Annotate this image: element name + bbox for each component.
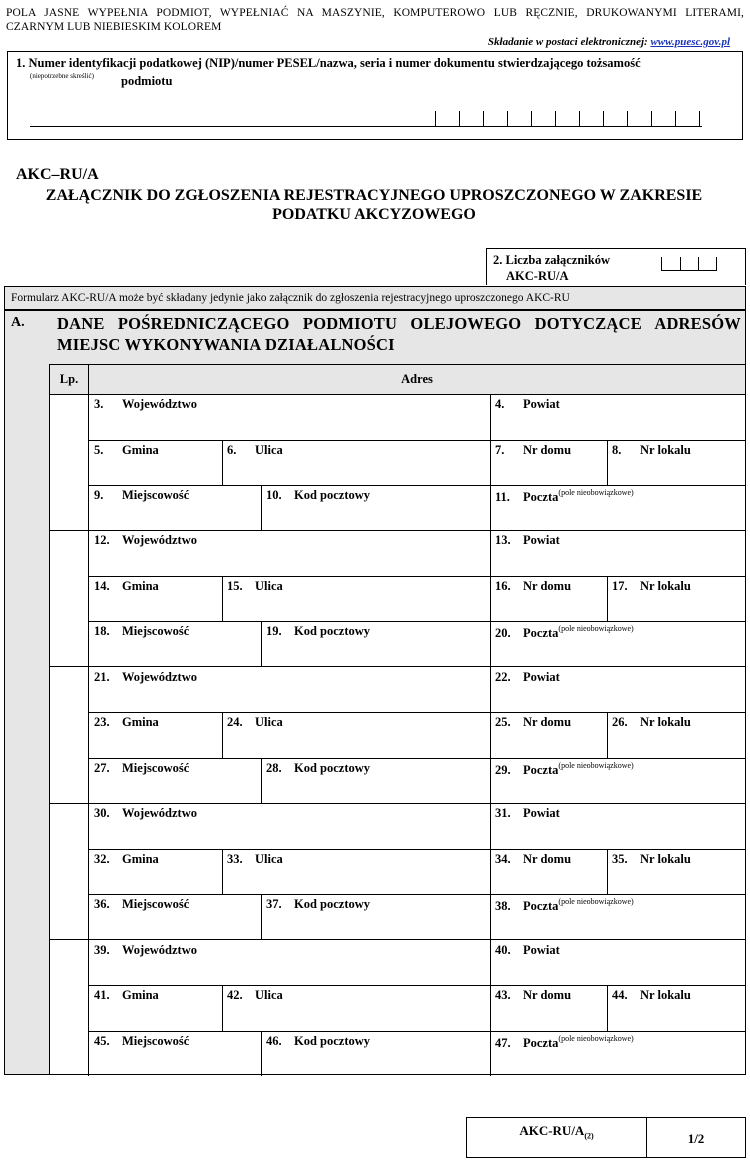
lp-cell[interactable]: [50, 667, 89, 803]
county-field[interactable]: [490, 394, 745, 440]
commune-field[interactable]: [89, 849, 222, 895]
field-number: 35.: [612, 851, 628, 866]
form-title: ZAŁĄCZNIK DO ZGŁOSZENIA REJESTRACYJNEGO UPROSZCZONEGO W ZAKRESIE PODATKU AKCYZOWEGO: [45, 187, 703, 223]
digit-tick: [627, 111, 628, 126]
field-number: 25.: [495, 715, 511, 730]
footer-form-name: AKC-RU/A: [519, 1123, 585, 1138]
address-table-header: [50, 365, 745, 395]
house-number-field[interactable]: [490, 985, 607, 1031]
county-field[interactable]: [490, 940, 745, 986]
address-block: [50, 667, 745, 804]
footer-page-number: 1/2: [687, 1131, 705, 1146]
city-field[interactable]: [89, 1031, 261, 1077]
field-label: Nr lokalu: [640, 851, 691, 866]
field-number: 32.: [94, 851, 110, 866]
field-2-label-line2: AKC-RU/A: [506, 269, 569, 283]
optional-field-note: (pole nieobowiązkowe): [558, 760, 634, 770]
post-office-field[interactable]: [490, 621, 745, 667]
optional-field-note: (pole nieobowiązkowe): [558, 624, 634, 634]
field-number: 3.: [94, 397, 104, 411]
section-a-letter: A.: [11, 315, 25, 330]
field-label: Poczta: [523, 899, 559, 914]
optional-field-note: (pole nieobowiązkowe): [558, 897, 634, 907]
field-label: Nr domu: [523, 715, 572, 730]
field-label: Ulica: [255, 578, 283, 593]
field-1-taxpayer-id[interactable]: [7, 51, 743, 140]
form-code: AKC–RU/A: [16, 166, 99, 183]
field-number: 20.: [495, 626, 511, 641]
lp-cell[interactable]: [50, 803, 89, 939]
county-field[interactable]: [490, 530, 745, 576]
field-1-input-line[interactable]: [30, 126, 702, 127]
fill-instructions: POLA JASNE WYPEŁNIA PODMIOT, WYPEŁNIAĆ NA MASZYNIE, KOMPUTEROWO LUB RĘCZNIE, DRUKOWANYMI LITERAMI, CZARNYM LUB NIEBIESKIM KOLOREM: [6, 7, 744, 33]
field-label: Powiat: [523, 942, 560, 957]
field-label: Nr lokalu: [640, 988, 691, 1003]
field-label: Kod pocztowy: [294, 624, 371, 639]
field-label: Nr domu: [523, 988, 572, 1003]
field-number: 36.: [94, 897, 110, 912]
field-number: 10.: [266, 488, 282, 502]
field-label: Nr domu: [523, 578, 572, 593]
commune-field[interactable]: [89, 712, 222, 758]
footer-form-code: [467, 1118, 647, 1157]
field-number: 13.: [495, 533, 511, 548]
postal-code-field[interactable]: [261, 1031, 490, 1077]
digit-tick: [531, 111, 532, 126]
voivodeship-field[interactable]: [89, 394, 490, 440]
field-number: 29.: [495, 762, 511, 777]
field-label: Gmina: [122, 715, 159, 730]
field-label: Gmina: [122, 851, 159, 866]
address-table: [49, 364, 746, 1075]
house-number-field[interactable]: [490, 712, 607, 758]
field-label: Powiat: [523, 397, 560, 411]
field-label: Ulica: [255, 442, 283, 457]
apartment-number-field[interactable]: [607, 576, 745, 622]
digit-tick: [459, 111, 460, 126]
col-lp-header: Lp.: [50, 365, 89, 394]
address-block: [50, 803, 745, 940]
field-number: 5.: [94, 442, 104, 457]
field-label: Poczta: [523, 762, 559, 777]
field-number: 38.: [495, 899, 511, 914]
field-number: 44.: [612, 988, 628, 1003]
field-2-attachments-count[interactable]: [486, 248, 746, 285]
field-label: Kod pocztowy: [294, 760, 371, 775]
digit-tick: [603, 111, 604, 126]
lp-cell[interactable]: [50, 940, 89, 1076]
address-block: [50, 940, 745, 1076]
field-number: 24.: [227, 715, 243, 730]
commune-field[interactable]: [89, 440, 222, 486]
field-number: 15.: [227, 578, 243, 593]
address-block: [50, 530, 745, 667]
postal-code-field[interactable]: [261, 758, 490, 804]
field-number: 6.: [227, 442, 237, 457]
field-label: Powiat: [523, 806, 560, 821]
puesc-link[interactable]: www.puesc.gov.pl: [650, 36, 730, 48]
address-block: [50, 394, 745, 531]
street-field[interactable]: [222, 849, 490, 895]
street-field[interactable]: [222, 576, 490, 622]
field-number: 4.: [495, 397, 505, 411]
field-label: Powiat: [523, 533, 560, 548]
postal-code-field[interactable]: [261, 485, 490, 531]
street-field[interactable]: [222, 985, 490, 1031]
optional-field-note: (pole nieobowiązkowe): [558, 1033, 634, 1043]
field-number: 40.: [495, 942, 511, 957]
field-number: 41.: [94, 988, 110, 1003]
field-2-digit-cells[interactable]: [661, 257, 717, 271]
field-label: Miejscowość: [122, 1033, 190, 1048]
field-number: 18.: [94, 624, 110, 639]
street-field[interactable]: [222, 712, 490, 758]
page-footer: [466, 1117, 746, 1158]
city-field[interactable]: [89, 758, 261, 804]
voivodeship-field[interactable]: [89, 803, 490, 849]
post-office-field[interactable]: [490, 1031, 745, 1077]
post-office-field[interactable]: [490, 758, 745, 804]
field-label: Poczta: [523, 1035, 559, 1050]
post-office-field[interactable]: [490, 894, 745, 940]
commune-field[interactable]: [89, 985, 222, 1031]
field-label: Gmina: [122, 442, 159, 457]
field-label: Ulica: [255, 715, 283, 730]
county-field[interactable]: [490, 803, 745, 849]
apartment-number-field[interactable]: [607, 712, 745, 758]
field-1-note: (niepotrzebne skreślić): [30, 72, 94, 80]
field-label: Gmina: [122, 988, 159, 1003]
field-label: Nr lokalu: [640, 442, 691, 457]
field-number: 14.: [94, 578, 110, 593]
field-label: Nr domu: [523, 851, 572, 866]
field-label: Poczta: [523, 490, 559, 504]
field-number: 23.: [94, 715, 110, 730]
field-number: 8.: [612, 442, 622, 457]
form-usage-note: Formularz AKC-RU/A może być składany jedynie jako załącznik do zgłoszenia rejestracyjnego uproszczonego AKC-RU: [4, 286, 746, 310]
field-label: Miejscowość: [122, 488, 190, 502]
city-field[interactable]: [89, 485, 261, 531]
city-field[interactable]: [89, 894, 261, 940]
field-number: 43.: [495, 988, 511, 1003]
voivodeship-field[interactable]: [89, 667, 490, 713]
field-label: Ulica: [255, 851, 283, 866]
field-number: 16.: [495, 578, 511, 593]
field-number: 47.: [495, 1035, 511, 1050]
house-number-field[interactable]: [490, 576, 607, 622]
field-label: Miejscowość: [122, 897, 190, 912]
apartment-number-field[interactable]: [607, 440, 745, 486]
field-label: Województwo: [122, 533, 197, 548]
field-label: Poczta: [523, 626, 559, 641]
digit-tick: [555, 111, 556, 126]
field-label: Kod pocztowy: [294, 488, 371, 502]
post-office-field[interactable]: [490, 485, 745, 531]
field-number: 19.: [266, 624, 282, 639]
field-number: 21.: [94, 669, 110, 684]
field-number: 30.: [94, 806, 110, 821]
apartment-number-field[interactable]: [607, 849, 745, 895]
electronic-submission-label: Składanie w postaci elektronicznej:: [487, 36, 648, 48]
field-label: Województwo: [122, 806, 197, 821]
field-number: 11.: [495, 490, 510, 504]
field-number: 7.: [495, 442, 505, 457]
city-field[interactable]: [89, 621, 261, 667]
field-number: 33.: [227, 851, 243, 866]
field-label: Nr lokalu: [640, 715, 691, 730]
field-label: Miejscowość: [122, 624, 190, 639]
field-number: 12.: [94, 533, 110, 548]
postal-code-field[interactable]: [261, 621, 490, 667]
voivodeship-field[interactable]: [89, 940, 490, 986]
field-2-label-line1: 2. Liczba załączników: [493, 253, 611, 267]
field-label: Nr domu: [523, 442, 572, 457]
field-number: 42.: [227, 988, 243, 1003]
field-number: 37.: [266, 897, 282, 912]
digit-tick: [435, 111, 436, 126]
digit-tick: [651, 111, 652, 126]
field-label: Województwo: [122, 397, 197, 411]
field-number: 31.: [495, 806, 511, 821]
house-number-field[interactable]: [490, 849, 607, 895]
section-a-title: DANE POŚREDNICZĄCEGO PODMIOTU OLEJOWEGO DOTYCZĄCE ADRESÓW MIEJSC WYKONYWANIA DZIAŁALNOŚCI: [57, 314, 741, 354]
field-label: Kod pocztowy: [294, 1033, 371, 1048]
house-number-field[interactable]: [490, 440, 607, 486]
lp-cell[interactable]: [50, 530, 89, 666]
field-number: 28.: [266, 760, 282, 775]
field-number: 26.: [612, 715, 628, 730]
county-field[interactable]: [490, 667, 745, 713]
field-label: Gmina: [122, 578, 159, 593]
field-number: 39.: [94, 942, 110, 957]
street-field[interactable]: [222, 440, 490, 486]
field-label: Powiat: [523, 669, 560, 684]
field-label: Nr lokalu: [640, 578, 691, 593]
field-number: 22.: [495, 669, 511, 684]
field-label: Miejscowość: [122, 760, 190, 775]
field-2-label: [493, 252, 610, 284]
field-label: Województwo: [122, 942, 197, 957]
digit-tick: [699, 111, 700, 126]
digit-tick: [483, 111, 484, 126]
optional-field-note: (pole nieobowiązkowe): [558, 488, 634, 497]
col-address-header: Adres: [401, 372, 433, 386]
digit-tick: [675, 111, 676, 126]
digit-tick: [579, 111, 580, 126]
field-number: 45.: [94, 1033, 110, 1048]
field-label: Województwo: [122, 669, 197, 684]
digit-tick: [507, 111, 508, 126]
apartment-number-field[interactable]: [607, 985, 745, 1031]
field-number: 9.: [94, 488, 104, 502]
voivodeship-field[interactable]: [89, 530, 490, 576]
footer-form-version: (2): [584, 1131, 594, 1141]
field-1-label: 1. Numer identyfikacji podatkowej (NIP)/numer PESEL/nazwa, seria i numer dokumentu stwierdzającego tożsamość: [16, 56, 641, 70]
commune-field[interactable]: [89, 576, 222, 622]
postal-code-field[interactable]: [261, 894, 490, 940]
field-1-label-cont: podmiotu: [121, 74, 173, 88]
field-label: Kod pocztowy: [294, 897, 371, 912]
field-number: 17.: [612, 578, 628, 593]
field-number: 46.: [266, 1033, 282, 1048]
electronic-submission-note: [488, 36, 730, 48]
field-number: 27.: [94, 760, 110, 775]
field-label: Ulica: [255, 988, 283, 1003]
field-number: 34.: [495, 851, 511, 866]
lp-cell[interactable]: [50, 394, 89, 530]
